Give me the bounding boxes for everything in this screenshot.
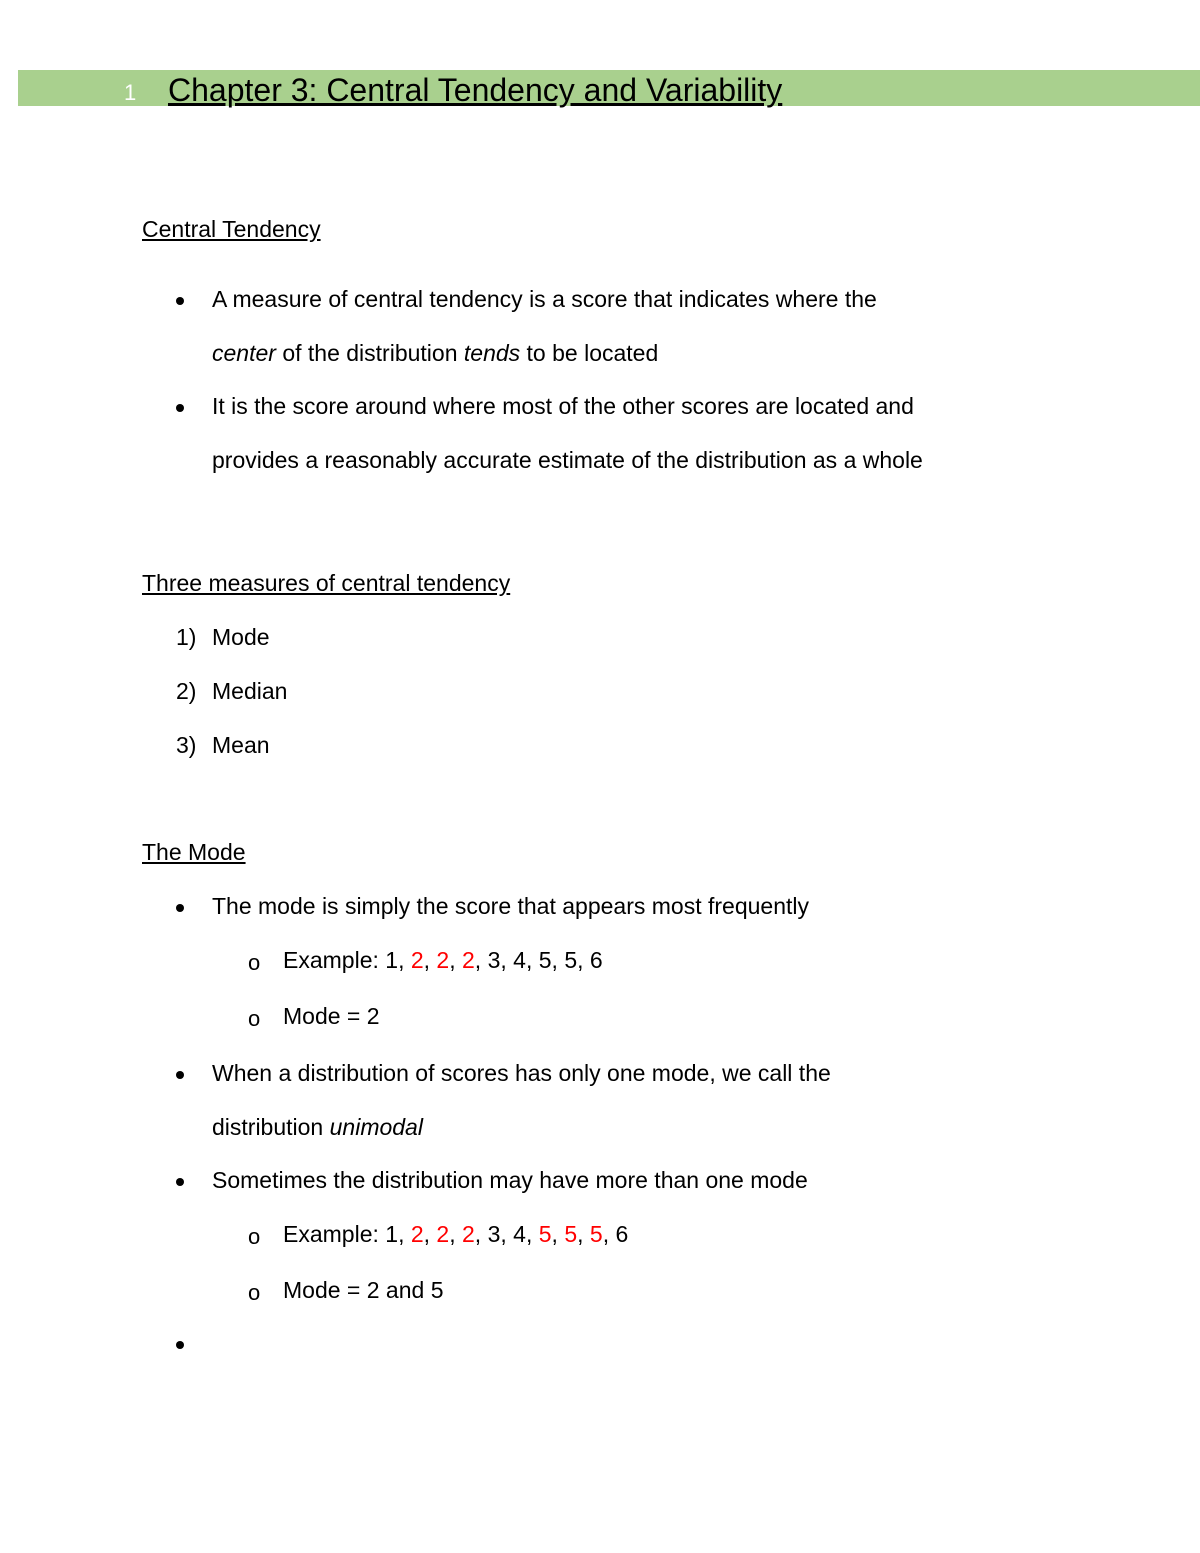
separator: , bbox=[577, 947, 590, 973]
separator: , bbox=[525, 947, 539, 973]
separator: , bbox=[398, 947, 411, 973]
chapter-title: Chapter 3: Central Tendency and Variability bbox=[168, 72, 783, 108]
separator: , bbox=[449, 947, 462, 973]
separator: , bbox=[602, 1221, 616, 1247]
section-heading-the-mode: The Mode bbox=[142, 839, 246, 865]
emphasis-unimodal: unimodal bbox=[329, 1114, 423, 1140]
separator: , bbox=[577, 1221, 590, 1247]
mode-bullet-2-line-1: When a distribution of scores has only one mode, we call the bbox=[212, 1060, 831, 1086]
central-tendency-bullet-1-line-2 bbox=[212, 340, 658, 367]
mode-result-2: Mode = 2 and 5 bbox=[283, 1277, 444, 1303]
mode-bullet-2-line-2 bbox=[212, 1114, 423, 1141]
example-prefix: Example: bbox=[283, 1221, 386, 1247]
text-fragment: of the distribution bbox=[275, 340, 464, 366]
page-number: 1 bbox=[124, 80, 137, 105]
score: 5 bbox=[538, 947, 552, 973]
text-fragment: distribution bbox=[212, 1114, 330, 1140]
empty-bullet-icon bbox=[176, 1341, 184, 1349]
example-1-values bbox=[385, 947, 602, 973]
score: 3 bbox=[487, 1221, 501, 1247]
separator: , bbox=[398, 1221, 411, 1247]
central-tendency-bullet-1-line-1: A measure of central tendency is a score that indicates where the bbox=[212, 286, 877, 312]
highlighted-score: 2 bbox=[462, 947, 475, 973]
separator: , bbox=[423, 947, 437, 973]
score: 1 bbox=[385, 1221, 399, 1247]
measure-number-1: 1) bbox=[176, 624, 197, 650]
section-heading-central-tendency: Central Tendency bbox=[142, 216, 321, 242]
bullet-icon bbox=[176, 404, 184, 412]
separator: , bbox=[423, 1221, 437, 1247]
highlighted-score: 2 bbox=[410, 947, 424, 973]
highlighted-score: 2 bbox=[436, 947, 450, 973]
score: 6 bbox=[589, 947, 603, 973]
example-2-values bbox=[385, 1221, 628, 1247]
score: 3 bbox=[487, 947, 501, 973]
section-heading-three-measures: Three measures of central tendency bbox=[142, 570, 511, 596]
separator: , bbox=[551, 1221, 565, 1247]
sub-bullet-marker: o bbox=[248, 1280, 261, 1305]
measure-label-median: Median bbox=[212, 678, 288, 704]
highlighted-score: 5 bbox=[589, 1221, 603, 1247]
bullet-icon bbox=[176, 1178, 184, 1186]
sub-bullet-marker: o bbox=[248, 950, 261, 975]
example-1-line bbox=[283, 947, 603, 974]
separator: , bbox=[551, 947, 565, 973]
score: 5 bbox=[564, 947, 578, 973]
highlighted-score: 2 bbox=[436, 1221, 450, 1247]
separator: , bbox=[500, 1221, 514, 1247]
highlighted-score: 2 bbox=[462, 1221, 475, 1247]
score: 4 bbox=[513, 1221, 526, 1247]
central-tendency-bullet-2-line-1: It is the score around where most of the other scores are located and bbox=[212, 393, 914, 419]
emphasis-center: center bbox=[212, 340, 276, 366]
separator: , bbox=[474, 1221, 488, 1247]
example-prefix: Example: bbox=[283, 947, 386, 973]
measure-label-mean: Mean bbox=[212, 732, 270, 758]
score: 1 bbox=[385, 947, 399, 973]
separator: , bbox=[525, 1221, 539, 1247]
separator: , bbox=[449, 1221, 462, 1247]
highlighted-score: 2 bbox=[410, 1221, 424, 1247]
mode-bullet-3: Sometimes the distribution may have more than one mode bbox=[212, 1167, 808, 1193]
emphasis-tends: tends bbox=[463, 340, 521, 366]
score: 6 bbox=[615, 1221, 629, 1247]
central-tendency-bullet-2-line-2: provides a reasonably accurate estimate of the distribution as a whole bbox=[212, 447, 923, 473]
measure-label-mode: Mode bbox=[212, 624, 270, 650]
separator: , bbox=[500, 947, 514, 973]
highlighted-score: 5 bbox=[564, 1221, 578, 1247]
text-fragment: to be located bbox=[520, 340, 659, 366]
measure-number-2: 2) bbox=[176, 678, 197, 704]
measure-number-3: 3) bbox=[176, 732, 197, 758]
score: 4 bbox=[513, 947, 526, 973]
bullet-icon bbox=[176, 297, 184, 305]
highlighted-score: 5 bbox=[538, 1221, 552, 1247]
mode-bullet-1: The mode is simply the score that appears most frequently bbox=[212, 893, 810, 919]
example-2-line bbox=[283, 1221, 628, 1248]
bullet-icon bbox=[176, 904, 184, 912]
mode-result-1: Mode = 2 bbox=[283, 1003, 380, 1029]
separator: , bbox=[474, 947, 488, 973]
sub-bullet-marker: o bbox=[248, 1224, 261, 1249]
sub-bullet-marker: o bbox=[248, 1006, 261, 1031]
bullet-icon bbox=[176, 1071, 184, 1079]
